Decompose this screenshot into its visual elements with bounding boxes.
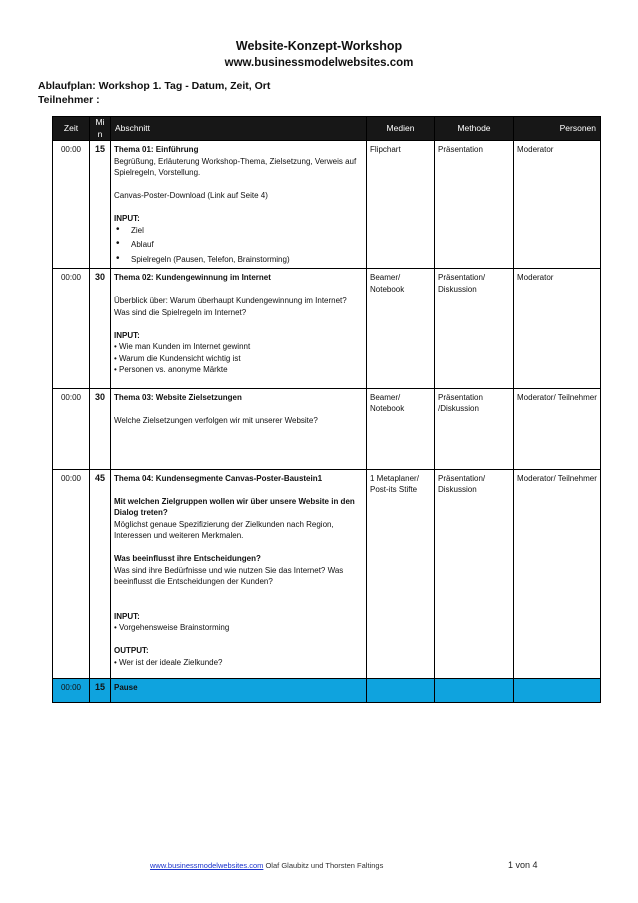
cell-medien (367, 679, 435, 703)
col-header-medien: Medien (367, 117, 435, 141)
list-item: • Personen vs. anonyme Märkte (114, 365, 228, 374)
footer (150, 861, 383, 870)
input-label: INPUT: (114, 330, 140, 340)
cell-medien: Beamer/ Notebook (367, 388, 435, 469)
section-title: Thema 01: Einführung (114, 145, 199, 154)
cell-abschnitt (111, 141, 367, 269)
cell-abschnitt: Pause (111, 679, 367, 703)
list-item: • Spielregeln (Pausen, Telefon, Brainstorming) (114, 254, 363, 266)
list-item: • Warum die Kundensicht wichtig ist (114, 353, 241, 363)
list-item: • Wie man Kunden im Internet gewinnt (114, 342, 251, 351)
table-row (53, 469, 601, 679)
cell-min: 45 (90, 469, 111, 679)
cell-medien: Beamer/ Notebook (367, 269, 435, 389)
cell-methode (435, 679, 514, 703)
cell-methode: Präsentation /Diskussion (435, 388, 514, 469)
footer-authors: Olaf Glaubitz und Thorsten Faltings (263, 861, 384, 870)
input-label: INPUT: (114, 611, 140, 621)
cell-zeit: 00:00 (53, 679, 90, 703)
cell-zeit: 00:00 (53, 388, 90, 469)
cell-personen: Moderator (514, 141, 601, 269)
cell-abschnitt (111, 269, 367, 389)
section-title: Thema 03: Website Zielsetzungen (114, 392, 242, 402)
document-title: Website-Konzept-Workshop (235, 39, 403, 53)
table-row (53, 388, 601, 469)
section-title: Thema 02: Kundengewinnung im Internet (114, 273, 271, 282)
col-header-zeit: Zeit (53, 117, 90, 141)
section-text: Möglichst genaue Spezifizierung der Zielkunden nach Region, Interessen und weiteren Merkmalen. (114, 519, 334, 540)
cell-personen: Moderator (514, 269, 601, 389)
cell-min: 15 (90, 141, 111, 269)
plan-line: Ablaufplan: Workshop 1. Tag - Datum, Zeit, Ort (38, 80, 271, 92)
question-heading: Was beeinflusst ihre Entscheidungen? (114, 554, 261, 563)
list-item: • Ablauf (114, 239, 363, 251)
bullet-list (114, 225, 363, 266)
cell-min: 30 (90, 388, 111, 469)
cell-min: 30 (90, 269, 111, 389)
list-item: • Ziel (114, 225, 363, 237)
input-label: INPUT: (114, 214, 140, 223)
schedule-table (52, 116, 601, 703)
cell-methode: Präsentation (435, 141, 514, 269)
cell-medien: 1 Metaplaner/ Post-its Stifte (367, 469, 435, 679)
cell-abschnitt (111, 388, 367, 469)
cell-zeit: 00:00 (53, 269, 90, 389)
cell-medien: Flipchart (367, 141, 435, 269)
cell-min: 15 (90, 679, 111, 703)
table-row-pause (53, 679, 601, 703)
col-header-min: Min (90, 117, 111, 141)
cell-personen (514, 679, 601, 703)
footer-link[interactable]: www.businessmodelwebsites.com (150, 861, 264, 870)
cell-abschnitt (111, 469, 367, 679)
section-title: Thema 04: Kundensegmente Canvas-Poster-Baustein1 (114, 473, 323, 483)
cell-zeit: 00:00 (53, 469, 90, 679)
section-text: Was sind ihre Bedürfnisse und wie nutzen Sie das Internet? Was beeinflusst die Entscheidungen der Kunden? (114, 565, 344, 586)
section-text: Welche Zielsetzungen verfolgen wir mit unserer Website? (114, 415, 318, 425)
col-header-abschnitt: Abschnitt (111, 117, 367, 141)
cell-methode: Präsentation/ Diskussion (435, 469, 514, 679)
list-item: • Vorgehensweise Brainstorming (114, 623, 230, 632)
participants-line: Teilnehmer : (38, 94, 100, 106)
cell-methode: Präsentation/ Diskussion (435, 269, 514, 389)
question-heading: Mit welchen Zielgruppen wollen wir über unsere Website in den Dialog treten? (114, 496, 355, 517)
table-header-row (53, 117, 601, 141)
col-header-methode: Methode (435, 117, 514, 141)
cell-zeit: 00:00 (53, 141, 90, 269)
output-label: OUTPUT: (114, 646, 149, 655)
page-number: 1 von 4 (508, 860, 538, 870)
table-row (53, 269, 601, 389)
list-item: • Wer ist der ideale Zielkunde? (114, 657, 223, 667)
section-text: Überblick über: Warum überhaupt Kundengewinnung im Internet? Was sind die Spielregeln im Internet? (114, 296, 347, 317)
cell-personen: Moderator/ Teilnehmer (514, 469, 601, 679)
section-text: Canvas-Poster-Download (Link auf Seite 4) (114, 191, 268, 200)
cell-personen: Moderator/ Teilnehmer (514, 388, 601, 469)
section-text: Begrüßung, Erläuterung Workshop-Thema, Zielsetzung, Verweis auf Spielregeln, Vorstellung. (114, 156, 357, 177)
table-row (53, 141, 601, 269)
document-url: www.businessmodelwebsites.com (224, 57, 414, 69)
col-header-personen: Personen (514, 117, 601, 141)
